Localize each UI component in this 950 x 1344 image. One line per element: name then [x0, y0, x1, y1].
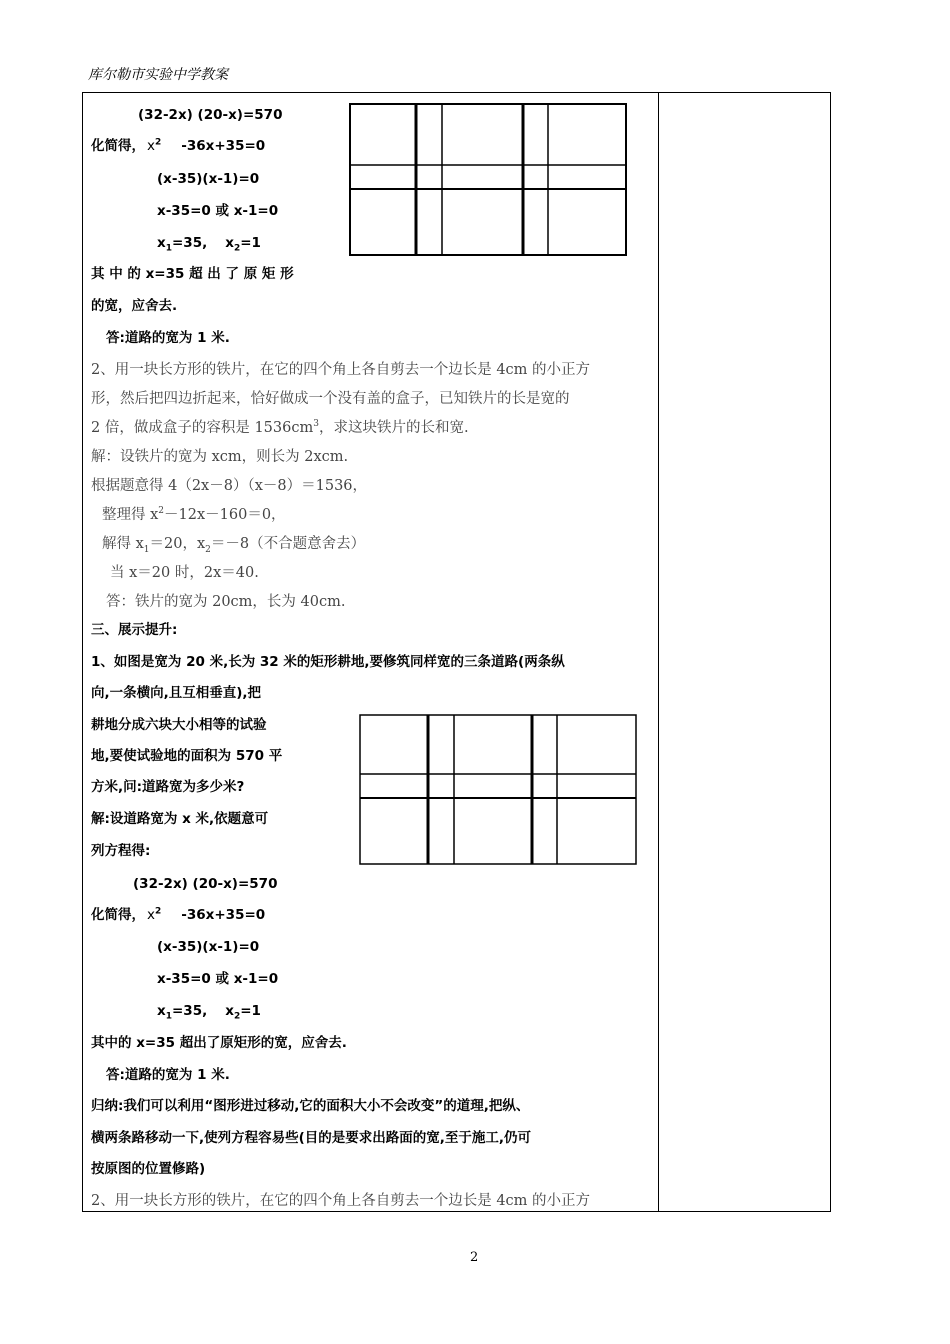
- simplify-exponent: 2: [155, 137, 162, 148]
- x2-subscript: 2: [205, 544, 211, 555]
- square-exponent: 2: [158, 506, 165, 517]
- problem2-line-2: 形，然后把四边折起来，恰好做成一个没有盖的盒子，已知铁片的长是宽的: [91, 391, 570, 407]
- problem1-line-2: 向,一条横向,且互相垂直),把: [91, 685, 262, 701]
- simplify-label-2: 化简得，: [91, 907, 145, 923]
- solution-line-5: 当 x＝20 时，2x＝40.: [110, 565, 259, 581]
- factor-line: (x-35)(x-1)=0: [157, 171, 260, 187]
- root1-sub-2: 1: [165, 1011, 172, 1022]
- roots-line: [157, 233, 261, 253]
- road-figure-2: [359, 714, 638, 866]
- root1-sub: 1: [165, 243, 172, 254]
- problem1-line-6: 解:设道路宽为 x 米,依题意可: [91, 811, 269, 827]
- solution-line-4-text: 解得 x: [102, 536, 144, 552]
- root1-val: =35,: [171, 235, 208, 251]
- root2-sub: 2: [233, 243, 241, 254]
- summary-line-3: 按原图的位置修路): [91, 1161, 206, 1177]
- answer-line: 答:道路的宽为 1 米.: [106, 330, 230, 346]
- simplify-rest: -36x+35=0: [181, 138, 266, 154]
- simplify-x: x: [147, 138, 155, 154]
- cases-line: x-35=0 或 x-1=0: [157, 203, 279, 219]
- factor-line-2: (x-35)(x-1)=0: [157, 939, 260, 955]
- root2-sub-2: 2: [233, 1011, 241, 1022]
- root2-var-2: x: [225, 1003, 234, 1019]
- root2-var: x: [225, 235, 234, 251]
- roots-line-2: [157, 1001, 261, 1021]
- solution-line-4-rest: ＝－8（不合题意舍去）: [210, 536, 366, 552]
- summary-line-1: 归纳:我们可以利用“图形进过移动,它的面积大小不会改变”的道理,把纵、: [91, 1098, 530, 1114]
- simplify-x-2: x: [147, 907, 155, 923]
- simplify-rest-2: -36x+35=0: [181, 907, 266, 923]
- simplify-line: [91, 136, 265, 156]
- reject-line-1: 其 中 的 x=35 超 出 了 原 矩 形: [91, 266, 294, 282]
- problem2-line-3-rest: ，求这块铁片的长和宽.: [318, 420, 469, 436]
- root1-var-2: x: [157, 1003, 166, 1019]
- solution-line-6: 答：铁片的宽为 20cm，长为 40cm.: [106, 594, 346, 610]
- solution-line-3: [102, 505, 286, 525]
- problem1-line-1: 1、如图是宽为 20 米,长为 32 米的矩形耕地,要修筑同样宽的三条道路(两条纵: [91, 654, 565, 670]
- section3-title: 三、展示提升:: [91, 622, 178, 638]
- root1-val-2: =35,: [171, 1003, 208, 1019]
- road-figure-1: [349, 103, 628, 257]
- equation-line-2: (32-2x) (20-x)=570: [133, 876, 278, 892]
- simplify-exponent-2: 2: [155, 906, 162, 917]
- solution-line-2: 根据题意得 4（2x－8）（x－8）＝1536，: [91, 478, 368, 494]
- problem2-line-1: 2、用一块长方形的铁片，在它的四个角上各自剪去一个边长是 4cm 的小正方: [91, 362, 591, 378]
- page-number: 2: [470, 1250, 479, 1265]
- x1-subscript: 1: [143, 544, 150, 555]
- simplify-label: 化简得，: [91, 138, 145, 154]
- root2-val-2: =1: [240, 1003, 261, 1019]
- summary-line-2: 横两条路移动一下,使列方程容易些(目的是要求出路面的宽,至于施工,仍可: [91, 1130, 532, 1146]
- next-problem-line: 2、用一块长方形的铁片，在它的四个角上各自剪去一个边长是 4cm 的小正方: [91, 1193, 591, 1209]
- reject-line-3: 其中的 x=35 超出了原矩形的宽，应舍去.: [91, 1035, 347, 1051]
- solution-line-1: 解：设铁片的宽为 xcm，则长为 2xcm.: [91, 449, 349, 465]
- solution-line-3-rest: －12x－160＝0，: [164, 507, 286, 523]
- reject-line-2: 的宽，应舍去.: [91, 298, 178, 314]
- answer-line-2: 答:道路的宽为 1 米.: [106, 1067, 230, 1083]
- solution-line-4: [102, 534, 365, 554]
- root1-var: x: [157, 235, 166, 251]
- cases-line-2: x-35=0 或 x-1=0: [157, 971, 279, 987]
- cubic-exponent: 3: [313, 419, 319, 430]
- equation-line: (32-2x) (20-x)=570: [138, 107, 283, 123]
- problem1-line-7: 列方程得:: [91, 843, 151, 859]
- solution-line-3-text: 整理得 x: [102, 507, 159, 523]
- problem2-line-3-text: 2 倍，做成盒子的容积是 1536cm: [91, 420, 314, 436]
- school-header: 库尔勒市实验中学教案: [88, 67, 228, 83]
- solution-line-4-mid: ＝20，x: [149, 536, 206, 552]
- problem1-line-3: 耕地分成六块大小相等的试验: [91, 717, 267, 733]
- root2-val: =1: [240, 235, 261, 251]
- simplify-line-2: [91, 905, 265, 925]
- table-column-divider: [658, 93, 659, 1211]
- problem2-line-3: [91, 418, 469, 438]
- problem1-line-4: 地,要使试验地的面积为 570 平: [91, 748, 283, 764]
- problem1-line-5: 方米,问:道路宽为多少米?: [91, 779, 245, 795]
